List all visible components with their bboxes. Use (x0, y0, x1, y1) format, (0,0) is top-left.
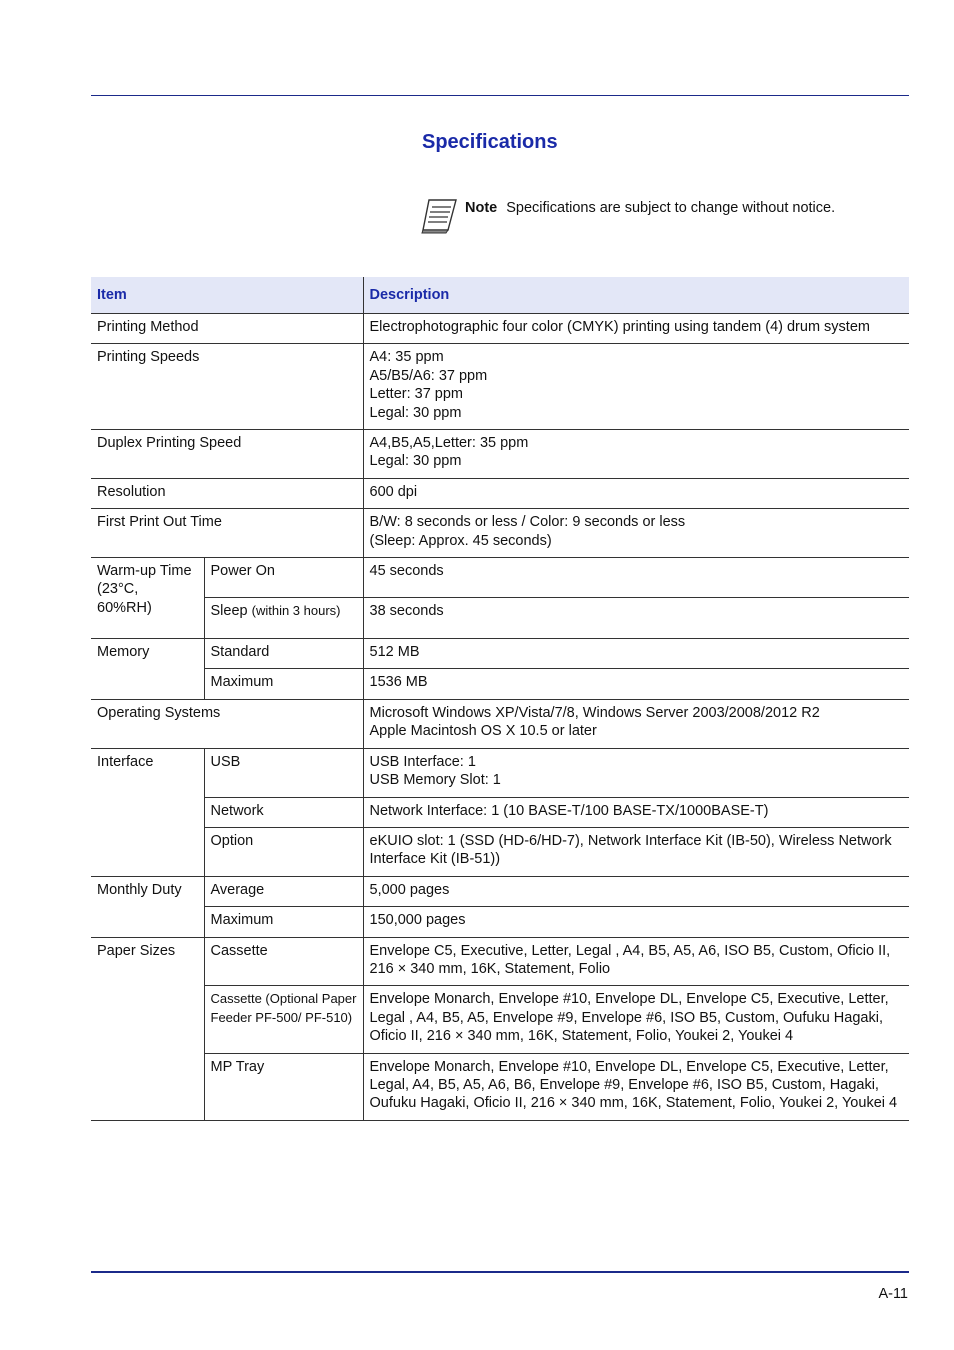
table-row (91, 639, 909, 669)
description-cell: 5,000 pages (363, 876, 909, 906)
description-cell (363, 699, 909, 748)
note-text: Specifications are subject to change without notice. (506, 200, 836, 216)
table-row (91, 907, 909, 937)
table-row (91, 827, 909, 876)
footer-rule (91, 1271, 909, 1273)
subitem-cell: Maximum (204, 669, 363, 699)
header-item: Item (91, 277, 363, 314)
description-cell (363, 344, 909, 430)
page-number: A-11 (878, 1286, 908, 1302)
header-description: Description (363, 277, 909, 314)
description-line: B/W: 8 seconds or less / Color: 9 seconds or less (369, 514, 686, 531)
description-cell (363, 478, 909, 508)
subitem-cell: USB (204, 748, 363, 797)
subitem-note: (within 3 hours) (251, 603, 341, 619)
table-row (91, 986, 909, 1053)
item-cell: Paper Sizes (91, 937, 204, 1120)
table-row (91, 876, 909, 906)
description-line: Microsoft Windows XP/Vista/7/8, Windows Server 2003/2008/2012 R2 (369, 704, 820, 721)
item-line: (23°C, (97, 581, 139, 598)
item-line: Warm-up Time (97, 563, 192, 580)
description-cell: Network Interface: 1 (10 BASE-T/100 BASE-TX/1000BASE-T) (363, 797, 909, 827)
item-cell: Monthly Duty (91, 876, 204, 937)
subitem-cell (204, 598, 363, 639)
subitem-cell: Standard (204, 639, 363, 669)
note-label: Note (465, 200, 498, 216)
description-line: 600 dpi (369, 483, 418, 500)
subitem-cell: Cassette (204, 937, 363, 986)
description-cell: 512 MB (363, 639, 909, 669)
item-cell: Printing Speeds (91, 344, 363, 430)
description-line: USB Memory Slot: 1 (369, 772, 501, 789)
subitem-cell: Maximum (204, 907, 363, 937)
description-line: A5/B5/A6: 37 ppm (369, 367, 488, 384)
description-cell: 150,000 pages (363, 907, 909, 937)
subitem-cell: Power On (204, 558, 363, 598)
description-line: Legal: 30 ppm (369, 453, 462, 470)
description-cell: eKUIO slot: 1 (SSD (HD-6/HD-7), Network Interface Kit (IB-50), Wireless Network Interface Kit (IB-51)) (363, 827, 909, 876)
table-row (91, 937, 909, 986)
description-line: Legal: 30 ppm (369, 404, 462, 421)
subitem-label: Sleep (210, 603, 248, 620)
item-cell (91, 558, 204, 639)
description-cell: 38 seconds (363, 598, 909, 639)
description-cell: Envelope Monarch, Envelope #10, Envelope DL, Envelope C5, Executive, Letter, Legal, A4, B5, A5, A6, B6, Envelope #9, Envelope #6, ISO B5, Custom, Hagaki, Oufuku Hagaki, Oficio II, 216 × 340 mm, 16K, Statement, Folio, Youkei 2, Youkei 4 (363, 1053, 909, 1120)
table-row (91, 669, 909, 699)
description-line: A4: 35 ppm (369, 349, 444, 366)
table-header-row (91, 277, 909, 314)
description-cell (363, 509, 909, 558)
item-cell: Memory (91, 639, 204, 700)
table-row (91, 598, 909, 639)
table-row (91, 748, 909, 797)
item-cell: Operating Systems (91, 699, 363, 748)
table-row (91, 478, 909, 508)
subitem-cell: Option (204, 827, 363, 876)
item-line: 60%RH) (97, 599, 152, 616)
note-icon (420, 196, 460, 234)
description-cell (363, 314, 909, 344)
table-row (91, 430, 909, 479)
subitem-cell: MP Tray (204, 1053, 363, 1120)
description-line: A4,B5,A5,Letter: 35 ppm (369, 435, 529, 452)
description-line: USB Interface: 1 (369, 753, 476, 770)
description-cell: 1536 MB (363, 669, 909, 699)
description-line: Electrophotographic four color (CMYK) printing using tandem (4) drum system (369, 319, 870, 335)
note-box (420, 196, 835, 234)
subitem-cell: Average (204, 876, 363, 906)
table-row (91, 509, 909, 558)
item-cell: Interface (91, 748, 204, 876)
table-row (91, 699, 909, 748)
page-title: Specifications (422, 131, 558, 153)
description-cell: 45 seconds (363, 558, 909, 598)
description-line: (Sleep: Approx. 45 seconds) (369, 532, 552, 549)
item-cell: Printing Method (91, 314, 363, 344)
description-line: Apple Macintosh OS X 10.5 or later (369, 723, 597, 740)
description-line: Letter: 37 ppm (369, 386, 464, 403)
header-rule (91, 95, 909, 96)
description-cell (363, 430, 909, 479)
table-row (91, 1053, 909, 1120)
item-cell: First Print Out Time (91, 509, 363, 558)
subitem-cell: Cassette (Optional Paper Feeder PF-500/ PF-510) (204, 986, 363, 1053)
specifications-table (91, 277, 909, 1121)
table-row (91, 344, 909, 430)
description-cell: Envelope C5, Executive, Letter, Legal , A4, B5, A5, A6, ISO B5, Custom, Oficio II, 216 × 340 mm, 16K, Statement, Folio (363, 937, 909, 986)
table-row (91, 314, 909, 344)
item-cell: Duplex Printing Speed (91, 430, 363, 479)
table-row (91, 558, 909, 598)
item-cell: Resolution (91, 478, 363, 508)
description-cell (363, 748, 909, 797)
table-row (91, 797, 909, 827)
description-cell: Envelope Monarch, Envelope #10, Envelope DL, Envelope C5, Executive, Letter, Legal , A4, B5, A5, Envelope #9, Envelope #6, ISO B5, Custom, Oufuku Hagaki, Oficio II, 216 × 340 mm, 16K, Statement, Folio, Youkei 2, Youkei 4 (363, 986, 909, 1053)
subitem-cell: Network (204, 797, 363, 827)
